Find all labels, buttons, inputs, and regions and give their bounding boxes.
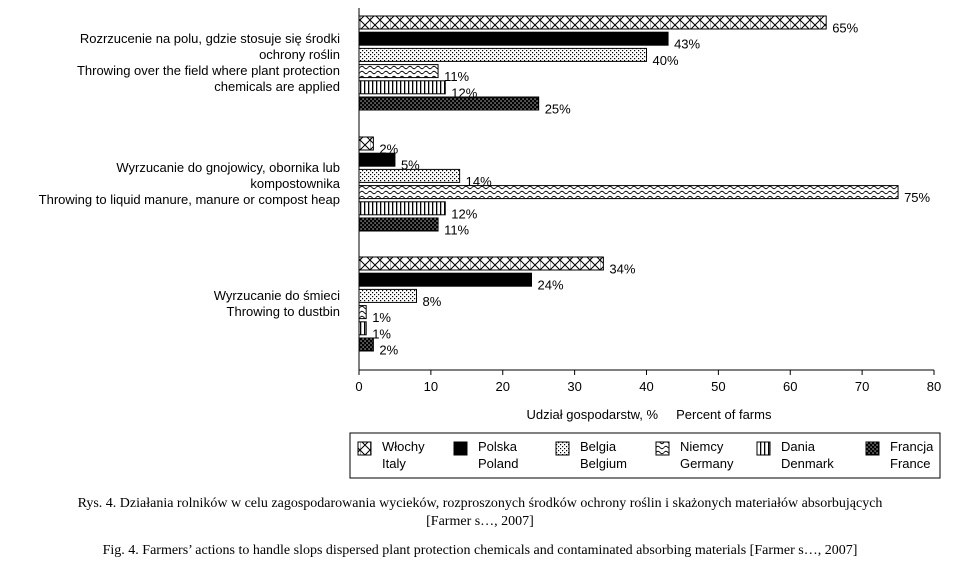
bar [359, 202, 445, 215]
x-tick-label: 10 [423, 379, 439, 394]
bar [359, 257, 603, 270]
bar [359, 289, 417, 302]
legend-label: France [890, 456, 931, 471]
caption-polish-line-2: [Farmer s…, 2007] [426, 514, 534, 529]
category-label: Throwing to dustbin [226, 304, 340, 319]
bar [359, 273, 532, 286]
legend-label: Belgium [580, 456, 627, 471]
category-label: Throwing to liquid manure, manure or compost heap [38, 192, 340, 207]
caption-polish-line-1: Rys. 4. Działania rolników w celu zagospodarowania wycieków, rozproszonych środków ochrony roślin i skażonych materiałów absorbujących [77, 496, 883, 511]
x-tick-label: 80 [926, 379, 942, 394]
x-tick-label: 60 [783, 379, 798, 394]
bar [359, 218, 438, 231]
category-label: ochrony roślin [259, 47, 340, 62]
bar [359, 48, 647, 61]
data-label: 12% [451, 206, 478, 222]
legend-swatch [656, 442, 669, 455]
legend-swatch [866, 442, 879, 455]
bar [359, 81, 445, 94]
legend-label: Denmark [781, 456, 834, 471]
x-tick-label: 20 [495, 379, 510, 394]
legend-label: Belgia [580, 439, 617, 454]
legend-label: Niemcy [680, 439, 724, 454]
legend-label: Dania [781, 439, 815, 454]
data-label: 11% [444, 222, 470, 238]
data-label: 2% [379, 342, 399, 358]
legend-swatch [454, 442, 467, 455]
legend-swatch [556, 442, 569, 455]
category-label: Wyrzucanie do gnojowicy, obornika lub [116, 160, 340, 175]
category-label: kompostownika [250, 176, 340, 191]
legend-swatch [757, 442, 770, 455]
bar [359, 306, 366, 319]
legend-label: Polska [478, 439, 518, 454]
x-tick-label: 30 [567, 379, 582, 394]
data-label: 12% [451, 85, 478, 101]
data-label: 65% [832, 20, 859, 36]
bar [359, 32, 668, 45]
data-label: 24% [537, 277, 564, 293]
figure-caption-english: Fig. 4. Farmers’ actions to handle slops dispersed plant protection chemicals and contaminated absorbing materials [Farmer s…, 2007] [102, 543, 858, 558]
bar [359, 97, 539, 110]
data-label: 75% [904, 190, 931, 206]
data-label: 5% [400, 157, 420, 173]
legend [350, 433, 940, 478]
data-label: 11% [444, 69, 470, 85]
data-label: 1% [372, 326, 391, 342]
data-label: 43% [674, 36, 701, 52]
bar [359, 65, 438, 78]
x-axis [355, 8, 941, 394]
data-label: 34% [609, 261, 636, 277]
figure-caption-polish [0, 495, 960, 531]
category-labels [39, 31, 341, 319]
x-axis-title: Udział gospodarstw, % Percent of farms [526, 407, 772, 422]
legend-label: Poland [478, 456, 519, 471]
bar [359, 322, 366, 335]
legend-box [350, 433, 940, 478]
data-label: 40% [652, 52, 679, 68]
legend-label: Francja [890, 439, 934, 454]
x-tick-label: 50 [711, 379, 726, 394]
bar [359, 186, 898, 199]
legend-swatch [358, 442, 371, 455]
data-label: 8% [422, 293, 442, 309]
bar [359, 16, 826, 29]
x-tick-label: 0 [355, 379, 363, 394]
legend-label: Germany [680, 456, 734, 471]
category-label: Wyrzucanie do śmieci [213, 288, 340, 303]
x-tick-label: 40 [639, 379, 654, 394]
data-label: 1% [372, 310, 391, 326]
bar [359, 137, 373, 150]
category-label: Throwing over the field where plant protection [76, 63, 340, 78]
category-label: Rozrzucenie na polu, gdzie stosuje się środki [79, 31, 340, 46]
data-label: 25% [544, 101, 571, 117]
x-tick-label: 70 [854, 379, 870, 394]
legend-label: Italy [382, 456, 406, 471]
data-label: 14% [465, 173, 492, 189]
category-label: chemicals are applied [214, 79, 340, 94]
legend-label: Włochy [382, 439, 425, 454]
data-label: 2% [379, 141, 399, 157]
